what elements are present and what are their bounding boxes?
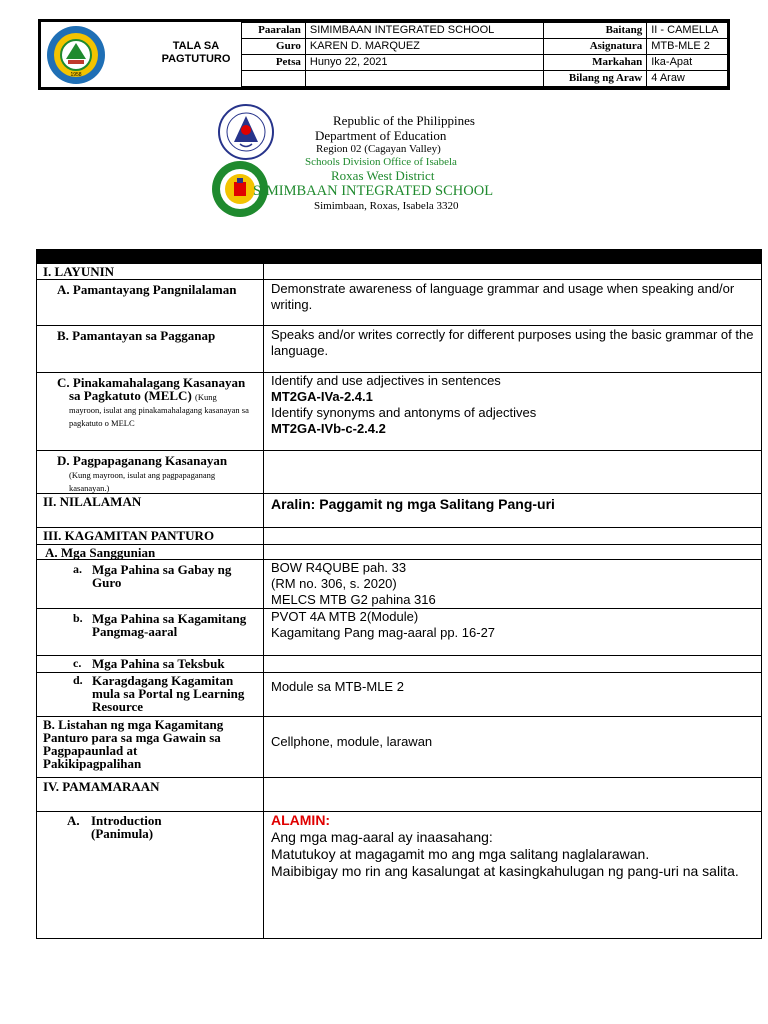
table-row (37, 373, 762, 451)
district-text: Roxas West District (331, 168, 435, 183)
table-row (37, 280, 762, 326)
header-row (242, 55, 730, 71)
learning-resource-value: Module sa MTB-MLE 2 (264, 673, 762, 717)
table-row (37, 778, 762, 812)
sanggunian-value (264, 545, 762, 560)
lesson-plan-header (38, 19, 730, 90)
nilalaman-value: Aralin: Paggamit ng mga Salitang Pang-uri (264, 494, 762, 528)
kagamitan-value (264, 528, 762, 545)
days-label: Bilang ng Araw (543, 71, 647, 87)
table-row (37, 560, 762, 609)
school-logo (46, 25, 106, 85)
department-text: Department of Education (315, 128, 447, 143)
kagamitang-pangmag-aaral-value: PVOT 4A MTB 2(Module) Kagamitang Pang mag-aaral pp. 16-27 (264, 609, 762, 656)
subject-value: MTB-MLE 2 (647, 39, 730, 55)
listahan-value: Cellphone, module, larawan (264, 717, 762, 778)
pamantayang-pangnilalaman-value: Demonstrate awareness of language grammar and usage when speaking and/or writing. (264, 280, 762, 326)
days-value: 4 Araw (647, 71, 730, 87)
subject-label: Asignatura (543, 39, 647, 55)
table-row (37, 609, 762, 656)
header-info-grid (241, 22, 730, 87)
layunin-value (264, 264, 762, 280)
table-row (37, 528, 762, 545)
pamamaraan-heading: IV. PAMAMARAAN (37, 778, 264, 812)
republic-text: Republic of the Philippines (333, 113, 475, 128)
table-row (37, 264, 762, 280)
teksbuk-value (264, 656, 762, 673)
school-value: SIMIMBAAN INTEGRATED SCHOOL (305, 23, 543, 39)
gabay-ng-guro-value: BOW R4QUBE pah. 33 (RM no. 306, s. 2020) MELCS MTB G2 pahina 316 (264, 560, 762, 609)
table-row (37, 494, 762, 528)
quarter-label: Markahan (543, 55, 647, 71)
layunin-heading: I. LAYUNIN (37, 264, 264, 280)
kagamitan-heading: III. KAGAMITAN PANTURO (37, 528, 264, 545)
table-header-bar (37, 250, 762, 264)
gabay-ng-guro-label: a. Mga Pahina sa Gabay ng Guro (37, 560, 264, 609)
introduction-label: A. Introduction (Panimula) (37, 812, 264, 939)
date-value: Hunyo 22, 2021 (305, 55, 543, 71)
header-row (242, 39, 730, 55)
pagpapaganang-kasanayan-label: D. Pagpapaganang Kasanayan (Kung mayroon, isulat ang pagpapaganang kasanayan.) (37, 451, 264, 494)
sanggunian-heading: A. Mga Sanggunian (37, 545, 264, 560)
school-name-text: SIMIMBAAN INTEGRATED SCHOOL (253, 183, 494, 199)
pamamaraan-value (264, 778, 762, 812)
teksbuk-label: c. Mga Pahina sa Teksbuk (37, 656, 264, 673)
svg-text:1958: 1958 (70, 72, 82, 78)
melc-value: Identify and use adjectives in sentences MT2GA-IVa-2.4.1 Identify synonyms and antonyms of adjectives MT2GA-IVb-c-2.4.2 (264, 373, 762, 451)
melc-label: C. Pinakamahalagang Kasanayan sa Pagkatuto (MELC) (Kung mayroon, isulat ang pinakamahalagang kasanayan sa pagkatuto o MELC (37, 373, 264, 451)
pamantayan-sa-pagganap-value: Speaks and/or writes correctly for different purposes using the basic grammar of the language. (264, 326, 762, 373)
alamin-heading: ALAMIN: (271, 812, 331, 828)
table-row (37, 656, 762, 673)
table-row (37, 545, 762, 560)
table-row (37, 673, 762, 717)
introduction-value: ALAMIN: Ang mga mag-aaral ay inaasahang: Matutukoy at magagamit mo ang mga salitang naglalarawan. Maibibigay mo rin ang kasalungat at kasingkahulugan ng pang-uri na salita. (264, 812, 762, 939)
pagpapaganang-kasanayan-value (264, 451, 762, 494)
grade-label: Baitang (543, 23, 647, 39)
table-row (37, 812, 762, 939)
table-row (37, 717, 762, 778)
pamantayan-sa-pagganap-label: B. Pamantayan sa Pagganap (37, 326, 264, 373)
listahan-label: B. Listahan ng mga Kagamitang Panturo para sa mga Gawain sa Pagpapaunlad at Pakikipagpalihan (37, 717, 264, 778)
region-text: Region 02 (Cagayan Valley) (316, 143, 441, 155)
teacher-value: KAREN D. MARQUEZ (305, 39, 543, 55)
header-row (242, 23, 730, 39)
address-text: Simimbaan, Roxas, Isabela 3320 (314, 200, 459, 212)
empty-label (242, 71, 306, 87)
teacher-label: Guro (242, 39, 306, 55)
empty-value (305, 71, 543, 87)
learning-resource-label: d. Karagdagang Kagamitan mula sa Portal ng Learning Resource (37, 673, 264, 717)
division-text: Schools Division Office of Isabela (305, 156, 457, 168)
grade-value: II - CAMELLA (647, 23, 730, 39)
kagamitang-pangmag-aaral-label: b. Mga Pahina sa Kagamitang Pangmag-aaral (37, 609, 264, 656)
table-row (37, 326, 762, 373)
quarter-value: Ika-Apat (647, 55, 730, 71)
header-row (242, 71, 730, 87)
school-label: Paaralan (242, 23, 306, 39)
date-label: Petsa (242, 55, 306, 71)
document-title: TALA SA PAGTUTURO (161, 40, 231, 65)
lesson-plan-table (36, 249, 762, 939)
nilalaman-heading: II. NILALAMAN (37, 494, 264, 528)
deped-seal-icon (218, 104, 274, 160)
pamantayang-pangnilalaman-label: A. Pamantayang Pangnilalaman (37, 280, 264, 326)
table-row (37, 451, 762, 494)
